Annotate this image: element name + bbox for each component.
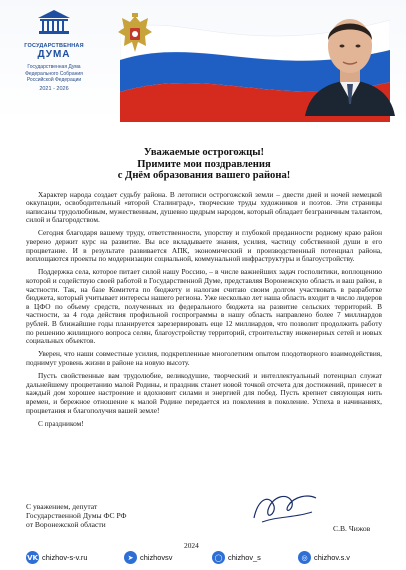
closing-line: С уважением, депутат [26, 502, 98, 511]
greeting-line: Примите мои поздравления [137, 158, 271, 170]
social-link-label: chizhov-s-v.ru [42, 553, 88, 562]
body-paragraph: Пусть свойственные вам трудолюбие, великодушие, творческий и интеллектуальный потенциал служат дальнейшему процветанию малой Родины, и праздник станет новой точкой отсчета для достижений, принесет в каждый дом хорошее настроение и вдохновит силами и энергией для побед. Пусть крепнет связующая нить времен, и бережное отношение к малой Родине передается из поколения в поколение. Успеха в начинаниях, процветания и благополучия вашей земле! [26, 371, 382, 415]
deputy-portrait [300, 4, 400, 116]
greeting-line: с Днём образования вашего района! [117, 170, 291, 181]
web-icon: ◎ [298, 551, 311, 564]
duma-building-icon [34, 8, 74, 36]
logo-sub-line: Государственная Дума [27, 64, 81, 70]
closing-line: от Воронежской области [26, 520, 106, 530]
letter-content [26, 147, 382, 433]
logo-subtitle [14, 64, 94, 84]
max-icon: ◯ [212, 551, 225, 564]
logo-years: 2021 - 2026 [39, 85, 69, 92]
closing-line: Государственной Думы ФС РФ [26, 511, 127, 521]
logo-sub-line: Федерального Собрания [25, 70, 83, 77]
state-duma-logo [14, 8, 94, 114]
logo-top-text: ГОСУДАРСТВЕННАЯ [24, 43, 84, 49]
telegram-icon: ➤ [124, 551, 137, 564]
letter-year: 2024 [184, 541, 199, 550]
body-paragraph: Сегодня благодаря вашему труду, ответственности, упорству и глубокой преданности родному краю район уверено держит курс на развитие. Вы все вкладываете знания, усилия, частицу собственной души в его процветание. И в результате развивается АПК, экономический и производственный потенциал района, воплощаются проекты по модернизации социальной, коммунальной инфраструктуры и благоустройству. [26, 228, 382, 264]
body-paragraph: Уверен, что наши совместные усилия, подкрепленные многолетним опытом плодотворного взаимодействия, поднимут уровень жизни в районе на новую высоту. [26, 349, 382, 367]
greeting-heading [26, 147, 382, 182]
social-link-web[interactable] [298, 551, 350, 564]
social-link-label: chizhovsv [140, 553, 173, 562]
greeting-line: Уважаемые острогожцы! [143, 147, 265, 158]
logo-main-text: ДУМА [37, 49, 71, 60]
closing-block [26, 502, 127, 530]
body-paragraph: С праздником! [38, 418, 84, 428]
social-link-label: chizhov.s.v [314, 553, 351, 562]
social-links-bar [0, 549, 406, 567]
social-link-label: chizhov_s [228, 553, 261, 562]
body-paragraph: Поддержка села, которое питает силой нашу Россию, – в числе важнейших задач госполитики, воплощению которой и содействую своей работой в Государственной Думе, представляя Воронежскую область и ваш район, в частности. Так, на базе Комитета по бюджету и налогам считаю своим долгом участвовать в разработке бюджета, который учитывает интересы нашего региона. Уже несколько лет наша область входит в число лидеров в ЦФО по объему средств, полученных из федерального бюджета на развитие сельских территорий. В частности, за 4 года действия профильной госпрограммы в нашу область направлено более 7 миллиардов рублей. В ближайшие годы планируется зарезервировать еще 12 миллиардов, что позволит продолжить работу по решению жилищного вопроса селян, благоустройству территорий, строительству инженерных сетей и новых социальных объектов. [26, 267, 382, 346]
body-paragraph: Характер народа создает судьбу района. В летописи острогожской земли – двести дней и ночей немецкой оккупации, освободительный «второй Сталинград», творческие труды художников и поэтов. Эти страницы написаны трудолюбивым, мужественным, душевно щедрым народом, который обладает безграничным талантом, силой и благородством. [26, 189, 382, 225]
coat-of-arms-icon [116, 12, 154, 58]
handwritten-signature [248, 488, 320, 530]
vk-icon: VK [26, 551, 39, 564]
header-banner [0, 0, 406, 122]
social-link-telegram[interactable] [124, 551, 172, 564]
social-link-vk[interactable] [26, 551, 87, 564]
logo-sub-line: Российской Федерации [26, 77, 82, 83]
social-link-max[interactable] [212, 551, 261, 564]
signer-name: С.В. Чижов [333, 524, 371, 533]
letter-body [26, 191, 382, 429]
